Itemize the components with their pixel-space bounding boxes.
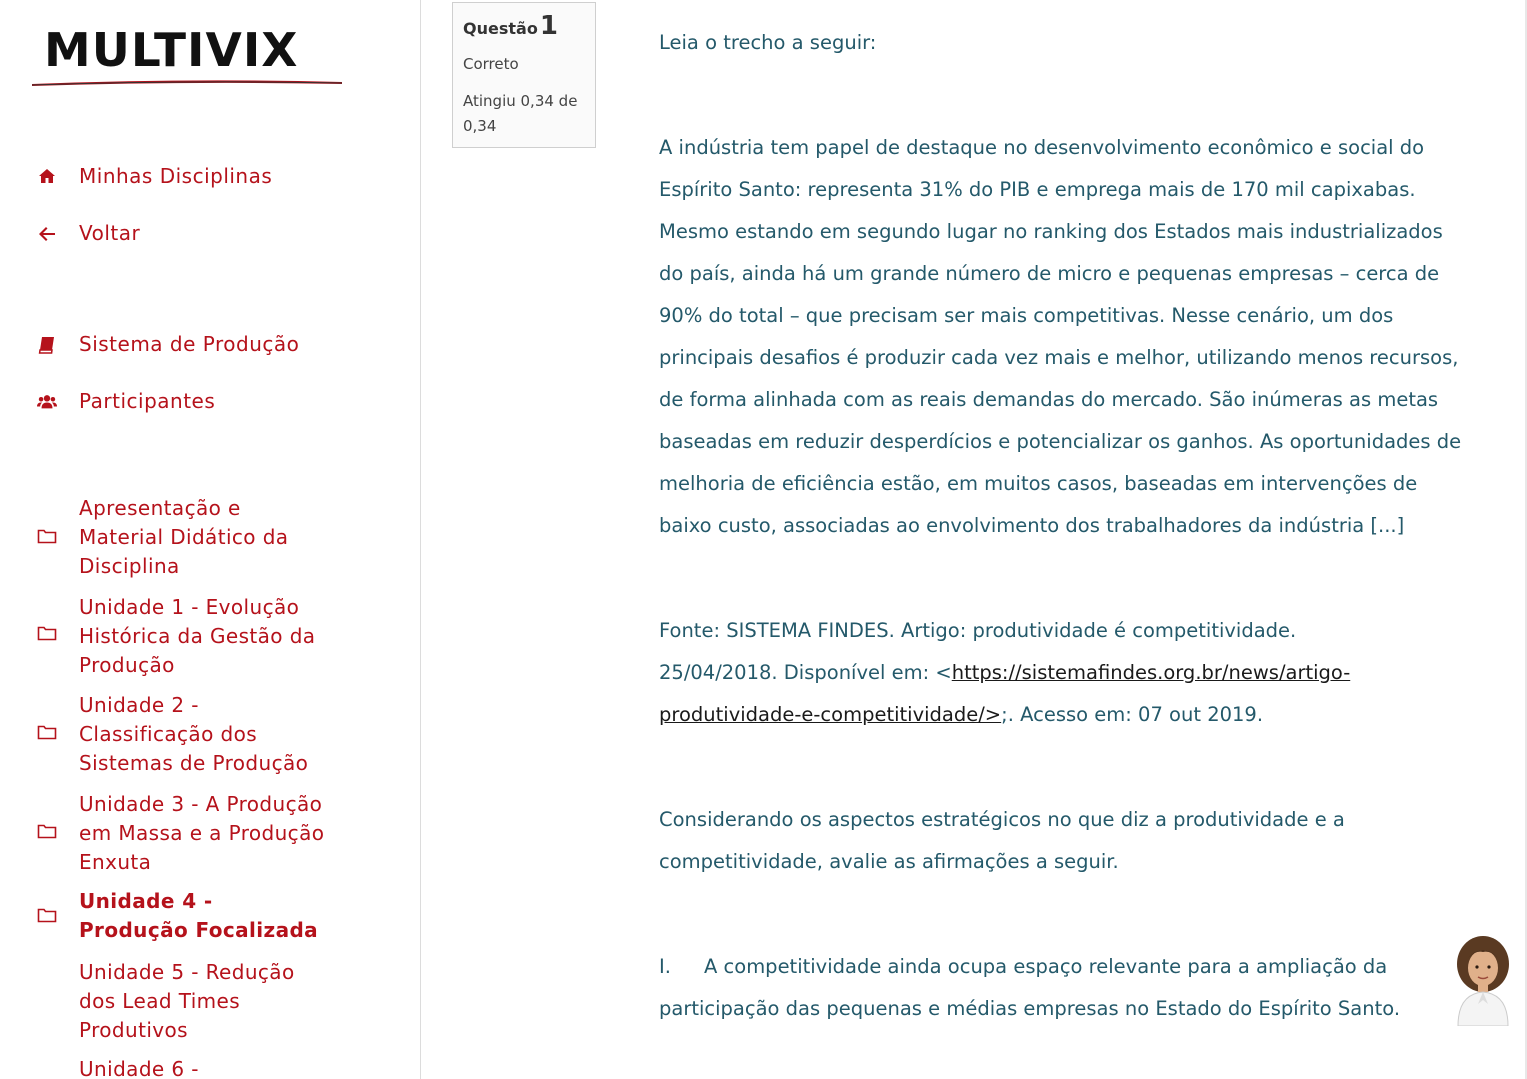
question-state: Correto: [463, 55, 519, 73]
users-icon: [37, 392, 57, 412]
question-number: 1: [539, 11, 558, 41]
source-suffix: ;. Acesso em: 07 out 2019.: [1001, 703, 1264, 726]
unit-label: Unidade 3 - A Produção em Massa e a Produção Enxuta: [79, 792, 325, 874]
nav-label: Sistema de Produção: [79, 332, 300, 356]
excerpt-paragraph: A indústria tem papel de destaque no desenvolvimento econômico e social do Espírito Santo: representa 31% do PIB e emprega mais de 170 mil capixabas. Mesmo estando em segundo lugar no ranking dos Estados mais industrializados do país, ainda há um grande número de micro e pequenas empresas – cerca de 90% do total – que precisam ser mais competitivas. Nesse cenário, um dos principais desafios é produzir cada vez mais e melhor, utilizando menos recursos, de forma alinhada com as reais demandas do mercado. São inúmeras as metas baseadas em reduzir desperdícios e potencializar os ganhos. As oportunidades de melhoria de eficiência estão, em muitos casos, baseadas em intervenções de baixo custo, associadas ao envolvimento dos trabalhadores da indústria [...]: [659, 136, 1462, 537]
unit-item-unidade-4[interactable]: [0, 887, 400, 947]
question-label: Questão: [463, 19, 538, 38]
nav-minhas-disciplinas[interactable]: [0, 160, 400, 196]
question-text: [659, 22, 1479, 1030]
prompt-paragraph: Considerando os aspectos estratégicos no que diz a produtividade e a competitividade, avalie as afirmações a seguir.: [659, 808, 1345, 873]
logo-swoosh-icon: [32, 78, 342, 86]
nav-sistema-de-producao[interactable]: [0, 328, 400, 364]
unit-label: Unidade 5 - Redução dos Lead Times Produtivos: [79, 960, 295, 1042]
statement-item-1: [659, 946, 1459, 1030]
unit-item-unidade-3[interactable]: [0, 790, 400, 878]
unit-item-apresentacao[interactable]: [0, 494, 400, 582]
source-paragraph: [659, 610, 1419, 736]
logo-text: MULTIVIX: [44, 23, 299, 77]
folder-icon: [37, 823, 57, 839]
folder-icon: [37, 625, 57, 641]
unit-label: Unidade 6 -: [79, 1057, 199, 1079]
arrow-left-icon: [37, 224, 57, 244]
question-info-box: [452, 2, 596, 148]
source-prefix: Fonte: SISTEMA FINDES. Artigo: produtividade é competitividade. 25/04/2018. Disponível em: <: [659, 619, 1297, 684]
source-link[interactable]: https://sistemafindes.org.br/news/artigo-produtividade-e-competitividade/>: [659, 661, 1351, 726]
unit-item-unidade-1[interactable]: [0, 593, 400, 681]
unit-label: Unidade 2 - Classificação dos Sistemas de Produção: [79, 693, 309, 775]
nav-label: Voltar: [79, 221, 141, 245]
multivix-logo[interactable]: [30, 20, 342, 90]
home-icon: [37, 166, 57, 186]
unit-label: Apresentação e Material Didático da Disciplina: [79, 496, 289, 578]
unit-item-unidade-5[interactable]: [0, 958, 400, 1046]
assistant-avatar[interactable]: [1450, 934, 1516, 1026]
item-number: I.: [659, 955, 671, 978]
sidebar: [0, 0, 421, 1079]
nav-participantes[interactable]: [0, 385, 400, 421]
nav-voltar[interactable]: [0, 217, 400, 253]
folder-icon: [37, 528, 57, 544]
unit-item-unidade-6[interactable]: [0, 1055, 400, 1079]
assistant-avatar-icon: [1450, 934, 1516, 1026]
book-icon: [37, 335, 57, 355]
nav-label: Participantes: [79, 389, 216, 413]
intro-paragraph: Leia o trecho a seguir:: [659, 31, 877, 54]
nav-label: Minhas Disciplinas: [79, 164, 273, 188]
item-text: A competitividade ainda ocupa espaço relevante para a ampliação da participação das pequenas e médias empresas no Estado do Espírito Santo.: [659, 955, 1401, 1020]
unit-label: Unidade 4 - Produção Focalizada: [79, 889, 319, 942]
unit-label: Unidade 1 - Evolução Histórica da Gestão da Produção: [79, 595, 316, 677]
folder-icon: [37, 907, 57, 923]
question-grade: Atingiu 0,34 de 0,34: [463, 92, 578, 135]
folder-icon: [37, 724, 57, 740]
unit-item-unidade-2[interactable]: [0, 691, 400, 779]
question-title: [463, 11, 558, 41]
